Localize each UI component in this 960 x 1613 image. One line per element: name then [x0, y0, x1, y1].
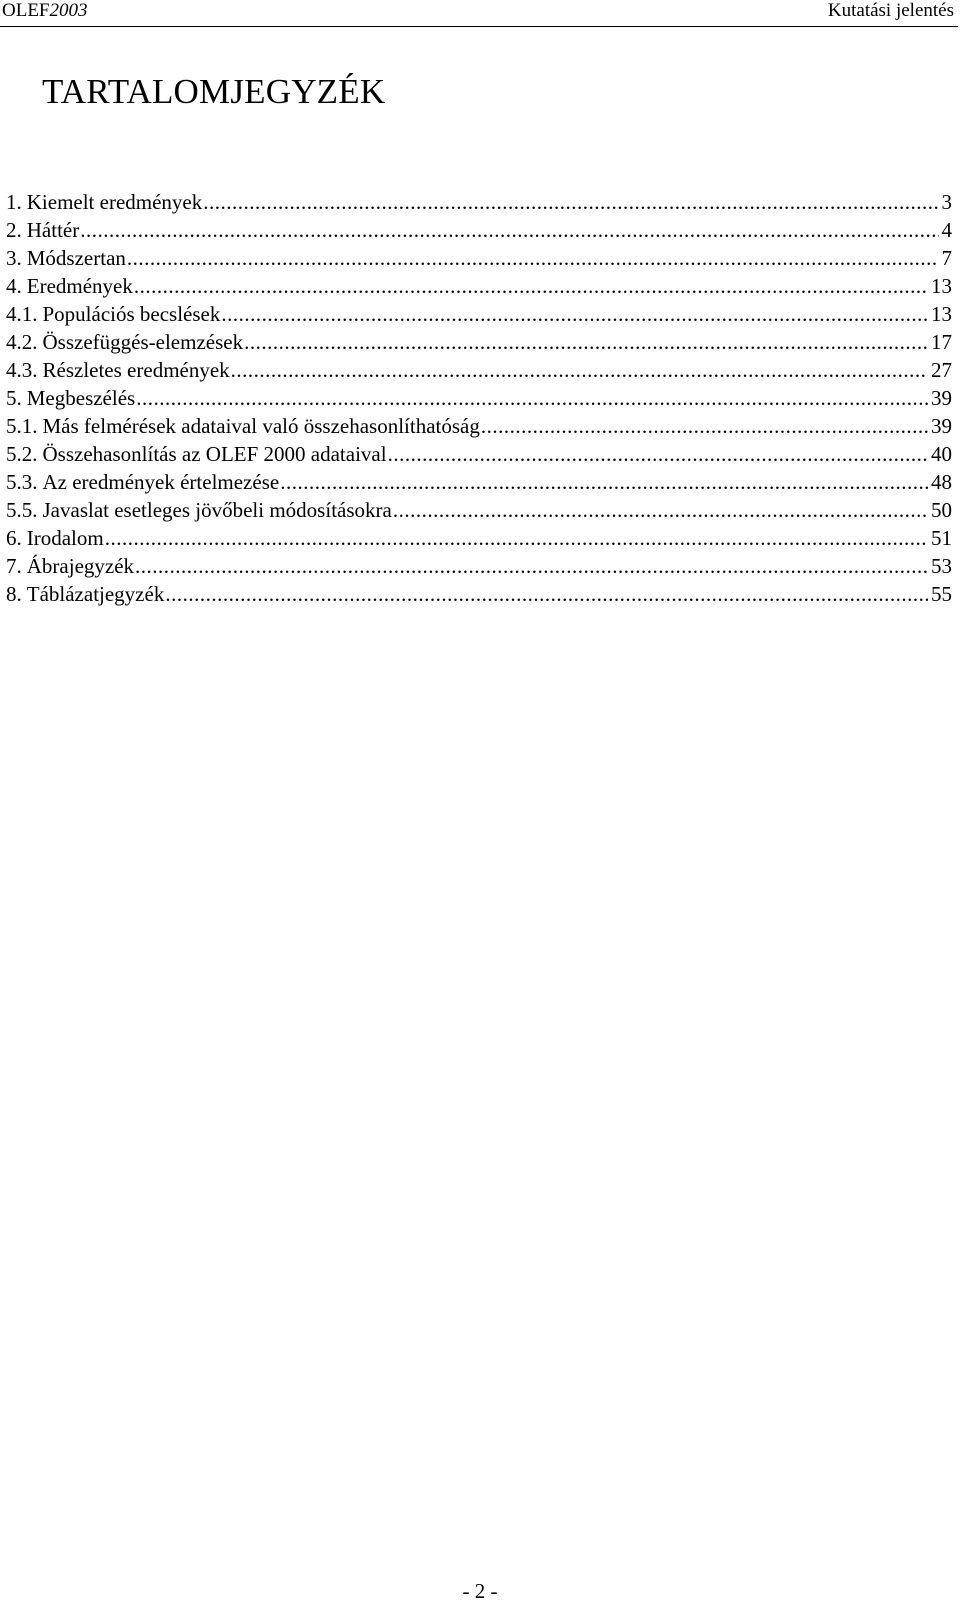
toc-entry-title: Eredmények: [26, 274, 133, 298]
toc-entry-title: Irodalom: [26, 526, 104, 550]
toc-entry-number: 4.3.: [6, 358, 38, 382]
toc-entry-page: 48: [931, 470, 952, 494]
toc-dot-leader: [280, 468, 928, 496]
toc-entry-number: 5.: [6, 386, 22, 410]
toc-entry-number: 5.2.: [6, 442, 38, 466]
toc-entry-number: 5.3.: [6, 470, 38, 494]
toc-entry-title: Módszertan: [26, 246, 126, 270]
toc-entry-title: Összehasonlítás az OLEF 2000 adataival: [42, 442, 387, 466]
toc-entry-page: 27: [931, 358, 952, 382]
toc-dot-leader: [231, 356, 928, 384]
toc-dot-leader: [388, 440, 928, 468]
toc-entry-title: Javaslat esetleges jövőbeli módosításokra: [42, 498, 392, 522]
toc-dot-leader: [135, 552, 928, 580]
toc-dot-leader: [481, 412, 928, 440]
toc-entry-title: Ábrajegyzék: [26, 554, 135, 578]
toc-entry[interactable]: [6, 468, 952, 496]
toc-entry[interactable]: [6, 272, 952, 300]
toc-entry[interactable]: [6, 328, 952, 356]
toc-entry[interactable]: [6, 384, 952, 412]
toc-entry[interactable]: [6, 216, 952, 244]
toc-entry[interactable]: [6, 188, 952, 216]
toc-entry-page: 51: [931, 526, 952, 550]
toc-entry-title: Kiemelt eredmények: [26, 190, 203, 214]
header-left-name: OLEF: [2, 0, 50, 21]
toc-entry-title: Megbeszélés: [26, 386, 136, 410]
toc-entry[interactable]: [6, 356, 952, 384]
page-header: [0, 0, 958, 27]
toc-entry-title: Háttér: [26, 218, 80, 242]
toc-entry-number: 5.5.: [6, 498, 38, 522]
toc-entry-number: 7.: [6, 554, 22, 578]
toc-entry-page: 40: [931, 442, 952, 466]
toc-entry-title: Más felmérések adataival való összehasonlíthatóság: [42, 414, 480, 438]
header-left: [2, 0, 88, 22]
toc-entry-page: 39: [931, 414, 952, 438]
toc-dot-leader: [221, 300, 928, 328]
toc-entry-title: Populációs becslések: [42, 302, 221, 326]
toc-dot-leader: [244, 328, 928, 356]
toc-entry-title: Részletes eredmények: [42, 358, 230, 382]
header-right: Kutatási jelentés: [827, 0, 954, 21]
toc-entry-page: 4: [941, 218, 952, 242]
toc-entry-title: Az eredmények értelmezése: [42, 470, 280, 494]
toc-entry[interactable]: [6, 524, 952, 552]
toc-entry[interactable]: [6, 580, 952, 608]
toc-dot-leader: [136, 384, 928, 412]
toc-entry-number: 2.: [6, 218, 22, 242]
toc-entry-page: 17: [931, 330, 952, 354]
toc-entry-page: 13: [931, 302, 952, 326]
toc-entry-page: 3: [941, 190, 952, 214]
toc-dot-leader: [203, 188, 938, 216]
toc-entry-page: 53: [931, 554, 952, 578]
toc-dot-leader: [127, 244, 939, 272]
toc-entry-page: 39: [931, 386, 952, 410]
toc-entry[interactable]: [6, 496, 952, 524]
toc-dot-leader: [165, 580, 928, 608]
toc-entry[interactable]: [6, 300, 952, 328]
toc-entry[interactable]: [6, 244, 952, 272]
toc-entry-number: 4.2.: [6, 330, 38, 354]
toc-dot-leader: [80, 216, 938, 244]
toc-entry[interactable]: [6, 552, 952, 580]
toc-entry-number: 8.: [6, 582, 22, 606]
toc-entry-page: 55: [931, 582, 952, 606]
page-title: TARTALOMJEGYZÉK: [42, 72, 386, 111]
toc-entry-page: 13: [931, 274, 952, 298]
toc-entry-number: 1.: [6, 190, 22, 214]
toc-entry-title: Összefüggés-elemzések: [42, 330, 244, 354]
header-left-year: 2003: [49, 0, 88, 21]
toc-dot-leader: [393, 496, 928, 524]
table-of-contents: [6, 188, 952, 608]
toc-entry-number: 6.: [6, 526, 22, 550]
toc-entry-number: 3.: [6, 246, 22, 270]
toc-entry-number: 4.: [6, 274, 22, 298]
toc-dot-leader: [105, 524, 928, 552]
page-number: - 2 -: [462, 1579, 498, 1603]
toc-entry[interactable]: [6, 412, 952, 440]
toc-dot-leader: [134, 272, 928, 300]
toc-entry-number: 4.1.: [6, 302, 38, 326]
toc-entry-page: 50: [931, 498, 952, 522]
toc-entry[interactable]: [6, 440, 952, 468]
toc-entry-title: Táblázatjegyzék: [26, 582, 165, 606]
toc-entry-page: 7: [941, 246, 952, 270]
toc-entry-number: 5.1.: [6, 414, 38, 438]
